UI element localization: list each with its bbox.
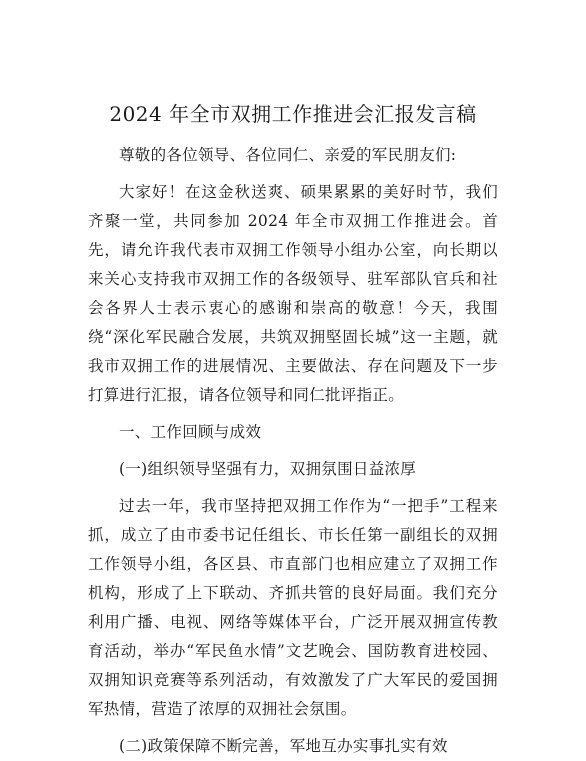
greeting: 尊敬的各位领导、各位同仁、亲爱的军民朋友们: bbox=[119, 146, 457, 164]
section-heading-review: 一、工作回顾与成效 bbox=[119, 423, 262, 441]
subsection-heading-policy: (二)政策保障不断完善，军地互办实事扎实有效 bbox=[119, 737, 448, 755]
subsection-heading-leadership: (一)组织领导坚强有力，双拥氛围日益浓厚 bbox=[119, 460, 417, 478]
intro-paragraph: 大家好！在这金秋送爽、硕果累累的美好时节，我们齐聚一堂，共同参加 2024 年全市双拥工作推进会。首先，请允许我代表市双拥工作领导小组办公室，向长期以来关心支持我市双拥工作的各级领导、驻军部队官兵和社会各界人士表示衷心的感谢和崇高的敬意！今天，我围绕“深化军民融合发展，共筑双拥堅固长城”这一主题，就我市双拥工作的进展情况、主要做法、存在问题及下一步打算进行汇报，请各位领导和同仁批评指正。 bbox=[88, 183, 498, 404]
subsection-paragraph-leadership: 过去一年，我市坚持把双拥工作作为“一把手”工程来抓，成立了由市委书记任组长、市长任第一副组长的双拥工作领导小组，各区县、市直部门也相应建立了双拥工作机构，形成了上下联动、齐抓共管的良好局面。我们充分利用广播、电视、网络等媒体平台，广泛开展双拥宣传教育活动，举办“军民鱼水情”文艺晚会、国防教育进校园、双拥知识竞赛等系列活动，有效激发了广大军民的爱国拥军热情，营造了浓厚的双拥社会氛围。 bbox=[88, 497, 498, 718]
document-title: 2024 年全市双拥工作推进会汇报发言稿 bbox=[109, 102, 477, 126]
